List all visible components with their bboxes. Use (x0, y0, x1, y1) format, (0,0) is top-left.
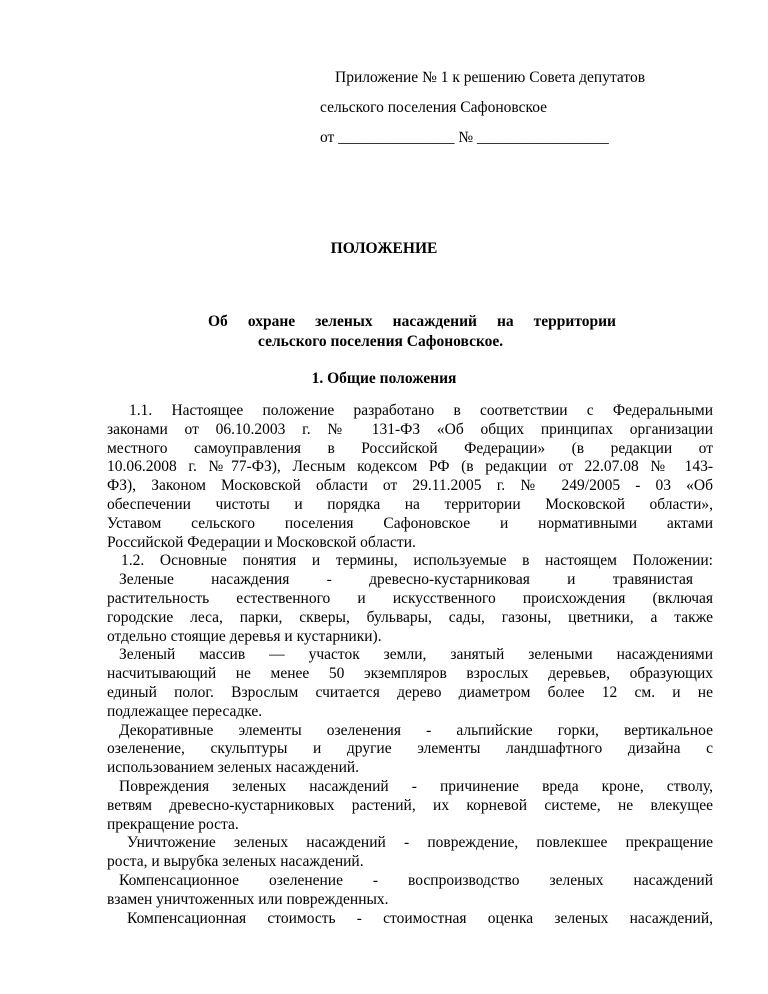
header-line-2: сельского поселения Сафоновское (320, 99, 548, 116)
text-line: роста, и вырубка зеленых насаждений. (107, 853, 364, 871)
body-text (107, 402, 713, 928)
text-line: 1.2. Основные понятия и термины, используемые в настоящем Положении: (121, 552, 713, 570)
text-line: городские леса, парки, скверы, бульвары, сады, газоны, цветники, а также (107, 608, 713, 626)
text-line: озеленение, скульптуры и другие элементы ландшафтного дизайна с (107, 740, 713, 758)
text-line: 10.06.2008 г. №77-ФЗ), Лесным кодексом РФ (в редакции от 22.07.08 № 143- (107, 458, 713, 476)
text-line: единый полог. Взрослым считается дерево диаметром более 12 см. и не (107, 683, 713, 701)
text-line: обеспечении чистоты и порядка на территории Московской области», (107, 495, 713, 513)
text-line: Зеленый массив — участок земли, занятый зелеными насаждениями (119, 646, 713, 664)
document-subtitle (208, 312, 616, 352)
text-line: растительность естественного и искусственного происхождения (включая (107, 589, 713, 607)
text-line: Повреждения зеленых насаждений - причинение вреда кроне, стволу, (119, 777, 713, 795)
text-line: ветвям древесно-кустарниковых растений, их корневой системе, не влекущее (107, 796, 713, 814)
text-line: прекращение роста. (107, 815, 239, 833)
header-line-3: от _______________ № _________________ (320, 129, 609, 146)
text-line: насчитывающий не менее 50 экземпляров взрослых деревьев, образующих (107, 665, 713, 683)
subtitle-line-2: сельского поселения Сафоновское. (258, 333, 504, 350)
text-line: взамен уничтоженных или поврежденных. (107, 890, 389, 908)
text-line: Уставом сельского поселения Сафоновское и нормативными актами (107, 514, 713, 532)
subtitle-line-1: Об охране зеленых насаждений на территории (208, 313, 616, 330)
section-heading: 1. Общие положения (311, 370, 457, 387)
text-line: Компенсационное озеленение - воспроизводство зеленых насаждений (119, 871, 713, 889)
text-line: подлежащее пересадке. (107, 702, 263, 720)
document-title: ПОЛОЖЕНИЕ (330, 240, 438, 257)
text-line: Декоративные элементы озеленения - альпийские горки, вертикальное (119, 721, 713, 739)
text-line: Компенсационная стоимость - стоимостная оценка зеленых насаждений, (127, 909, 713, 927)
text-line: законами от 06.10.2003 г. № 131-ФЗ «Об общих принципах организации (107, 420, 713, 438)
text-line: Российской Федерации и Московской области. (107, 533, 416, 551)
text-line: использованием зеленых насаждений. (107, 759, 360, 777)
text-line: Уничтожение зеленых насаждений - повреждение, повлекшее прекращение (127, 834, 713, 852)
text-line: местного самоуправления в Российской Федерации» (в редакции от (107, 439, 713, 457)
header-line-1: Приложение № 1 к решению Совета депутатов (335, 69, 646, 86)
text-line: ФЗ), Законом Московской области от 29.11.2005 г. № 249/2005 - 03 «Об (107, 477, 713, 495)
text-line: 1.1. Настоящее положение разработано в соответствии с Федеральными (129, 402, 713, 419)
text-line: отдельно стоящие деревья и кустарники). (107, 627, 382, 645)
text-line: Зеленые насаждения - древесно-кустарниковая и травянистая (119, 571, 693, 589)
